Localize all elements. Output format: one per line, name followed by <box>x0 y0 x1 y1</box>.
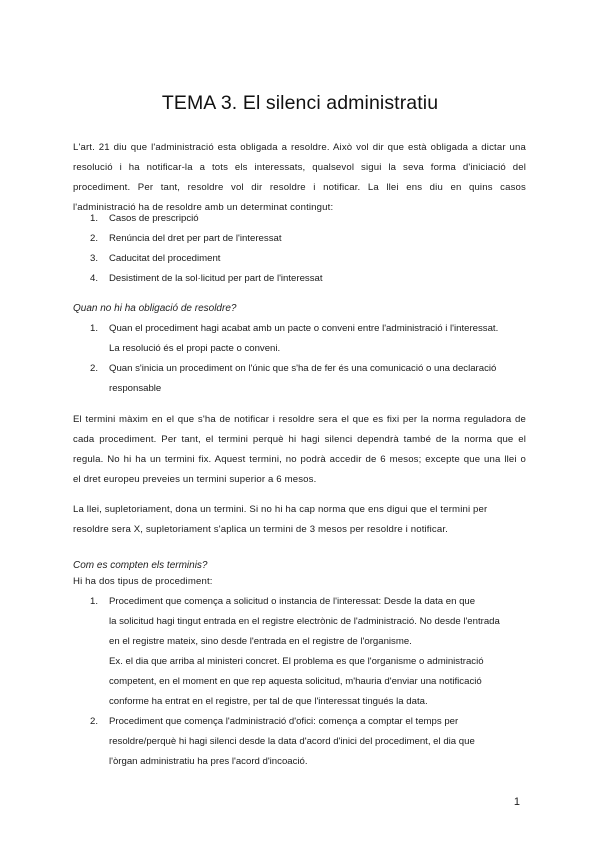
intro-list <box>73 209 526 289</box>
list-item: 3. Caducitat del procediment <box>90 253 221 264</box>
list-item: 2. Renúncia del dret per part de l'interessat <box>90 233 282 244</box>
section2-intro <box>73 572 526 592</box>
text-line: Hi ha dos tipus de procediment: <box>73 576 213 587</box>
list-item: 1. Quan el procediment hagi acabat amb un pacte o conveni entre l'administració i l'interessat. La resolució és el propi pacte o conveni. <box>90 323 499 354</box>
page-number: 1 <box>513 796 520 808</box>
section-heading: Com es compten els terminis? <box>73 560 208 571</box>
list-item: 2. Procediment que comença l'administració d'ofici: comença a comptar el temps per resoldre/perquè hi hagi silenci desde la data d'acord d'inici del procediment, el dia que l'òrgan administratiu ha pres l'acord d'incoació. <box>90 716 475 767</box>
list-item: 1. Procediment que comença a solicitud o instancia de l'interessat: Desde la data en que la solicitud hagi tingut entrada en el registre electrònic de l'administració. No desde l'entrada en el registre mateix, sino desde l'entrada en el registre de l'organisme. Ex. el dia que arriba al ministeri concret. El problema es que l'organisme o administració competent, en el moment en que rep aquesta solicitud, m'hauria d'enviar una notificació conforme ha entrat en el registre, per tal de que l'interessat tingués la data. <box>90 596 500 707</box>
intro-paragraph <box>73 138 526 218</box>
document-title: TEMA 3. El silenci administratiu <box>161 92 439 114</box>
text-line: resolució i ha notificar-la a tots els interessats, qualsevol sigui la seva forma d'iniciació del <box>73 162 526 173</box>
text-line: La llei, supletoriament, dona un termini. Si no hi ha cap norma que ens digui que el termini per <box>73 504 488 515</box>
list-item: 4. Desistiment de la sol·licitud per part de l'interessat <box>90 273 323 284</box>
termini-paragraph <box>73 410 526 490</box>
section1-list <box>73 319 526 399</box>
text-line: el dret europeu preveies un termini superior a 6 mesos. <box>73 474 317 485</box>
text-line: l'administració ha de resoldre amb un determinat contingut: <box>73 202 334 213</box>
list-item: 2. Quan s'inicia un procediment on l'únic que s'ha de fer és una comunicació o una declaració responsable <box>90 363 497 394</box>
section-heading: Quan no hi ha obligació de resoldre? <box>73 303 237 314</box>
text-line: procediment. Per tant, resoldre vol dir resoldre i notificar. La llei ens diu en quins casos <box>73 182 526 193</box>
text-line: L'art. 21 diu que l'administració esta obligada a resoldre. Això vol dir que està obligada a dictar una <box>73 142 526 153</box>
llei-paragraph <box>73 500 526 540</box>
list-item: 1. Casos de prescripció <box>90 213 199 224</box>
text-line: regula. No hi ha un termini fix. Aquest termini, no podrà accedir de 6 mesos; excepte que una llei o <box>73 454 526 465</box>
text-line: El termini màxim en el que s'ha de notificar i resoldre sera el que es fixi per la norma reguladora de <box>73 414 526 425</box>
section2-list <box>73 592 526 772</box>
text-line: cada procediment. Per tant, el termini perquè hi hagi silenci dependrà també de la norma que el <box>73 434 526 445</box>
text-line: resoldre sera X, supletoriament s'aplica un termini de 3 mesos per resoldre i notificar. <box>73 524 448 535</box>
